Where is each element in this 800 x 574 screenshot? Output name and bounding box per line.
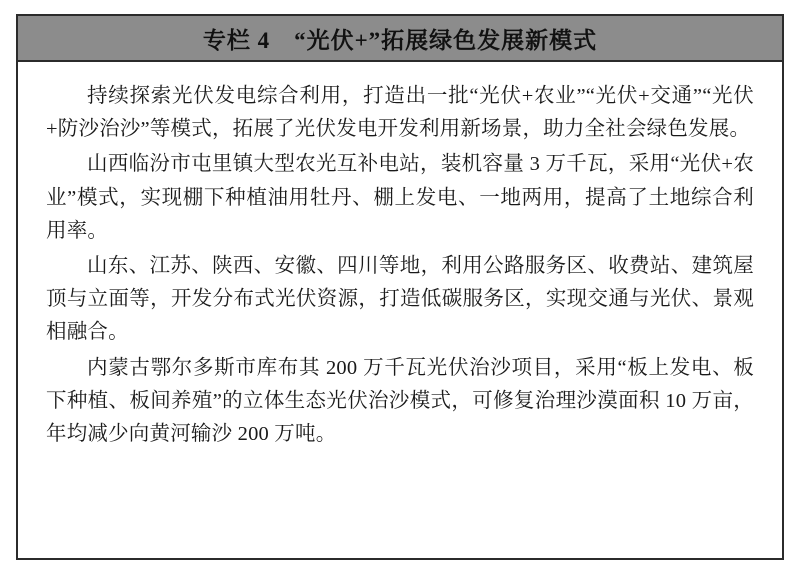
paragraph: 内蒙古鄂尔多斯市库布其 200 万千瓦光伏治沙项目，采用“板上发电、板下种植、板间养殖”的立体生态光伏治沙模式，可修复治理沙漠面积 10 万亩，年均减少向黄河输沙 200 万吨。 <box>46 356 754 446</box>
paragraph: 山东、江苏、陕西、安徽、四川等地，利用公路服务区、收费站、建筑屋顶与立面等，开发分布式光伏资源，打造低碳服务区，实现交通与光伏、景观相融合。 <box>46 255 754 344</box>
paragraph: 持续探索光伏发电综合利用，打造出一批“光伏+农业”“光伏+交通”“光伏+防沙治沙”等模式，拓展了光伏发电开发利用新场景，助力全社会绿色发展。 <box>46 85 754 141</box>
feature-box <box>16 14 784 560</box>
feature-box-body <box>18 62 782 463</box>
feature-box-title: 专栏 4 “光伏+”拓展绿色发展新模式 <box>202 27 598 53</box>
paragraph: 山西临汾市屯里镇大型农光互补电站，装机容量 3 万千瓦，采用“光伏+农业”模式，实现棚下种植油用牡丹、棚上发电、一地两用，提高了土地综合利用率。 <box>46 153 754 242</box>
feature-box-title-bar <box>18 16 782 62</box>
